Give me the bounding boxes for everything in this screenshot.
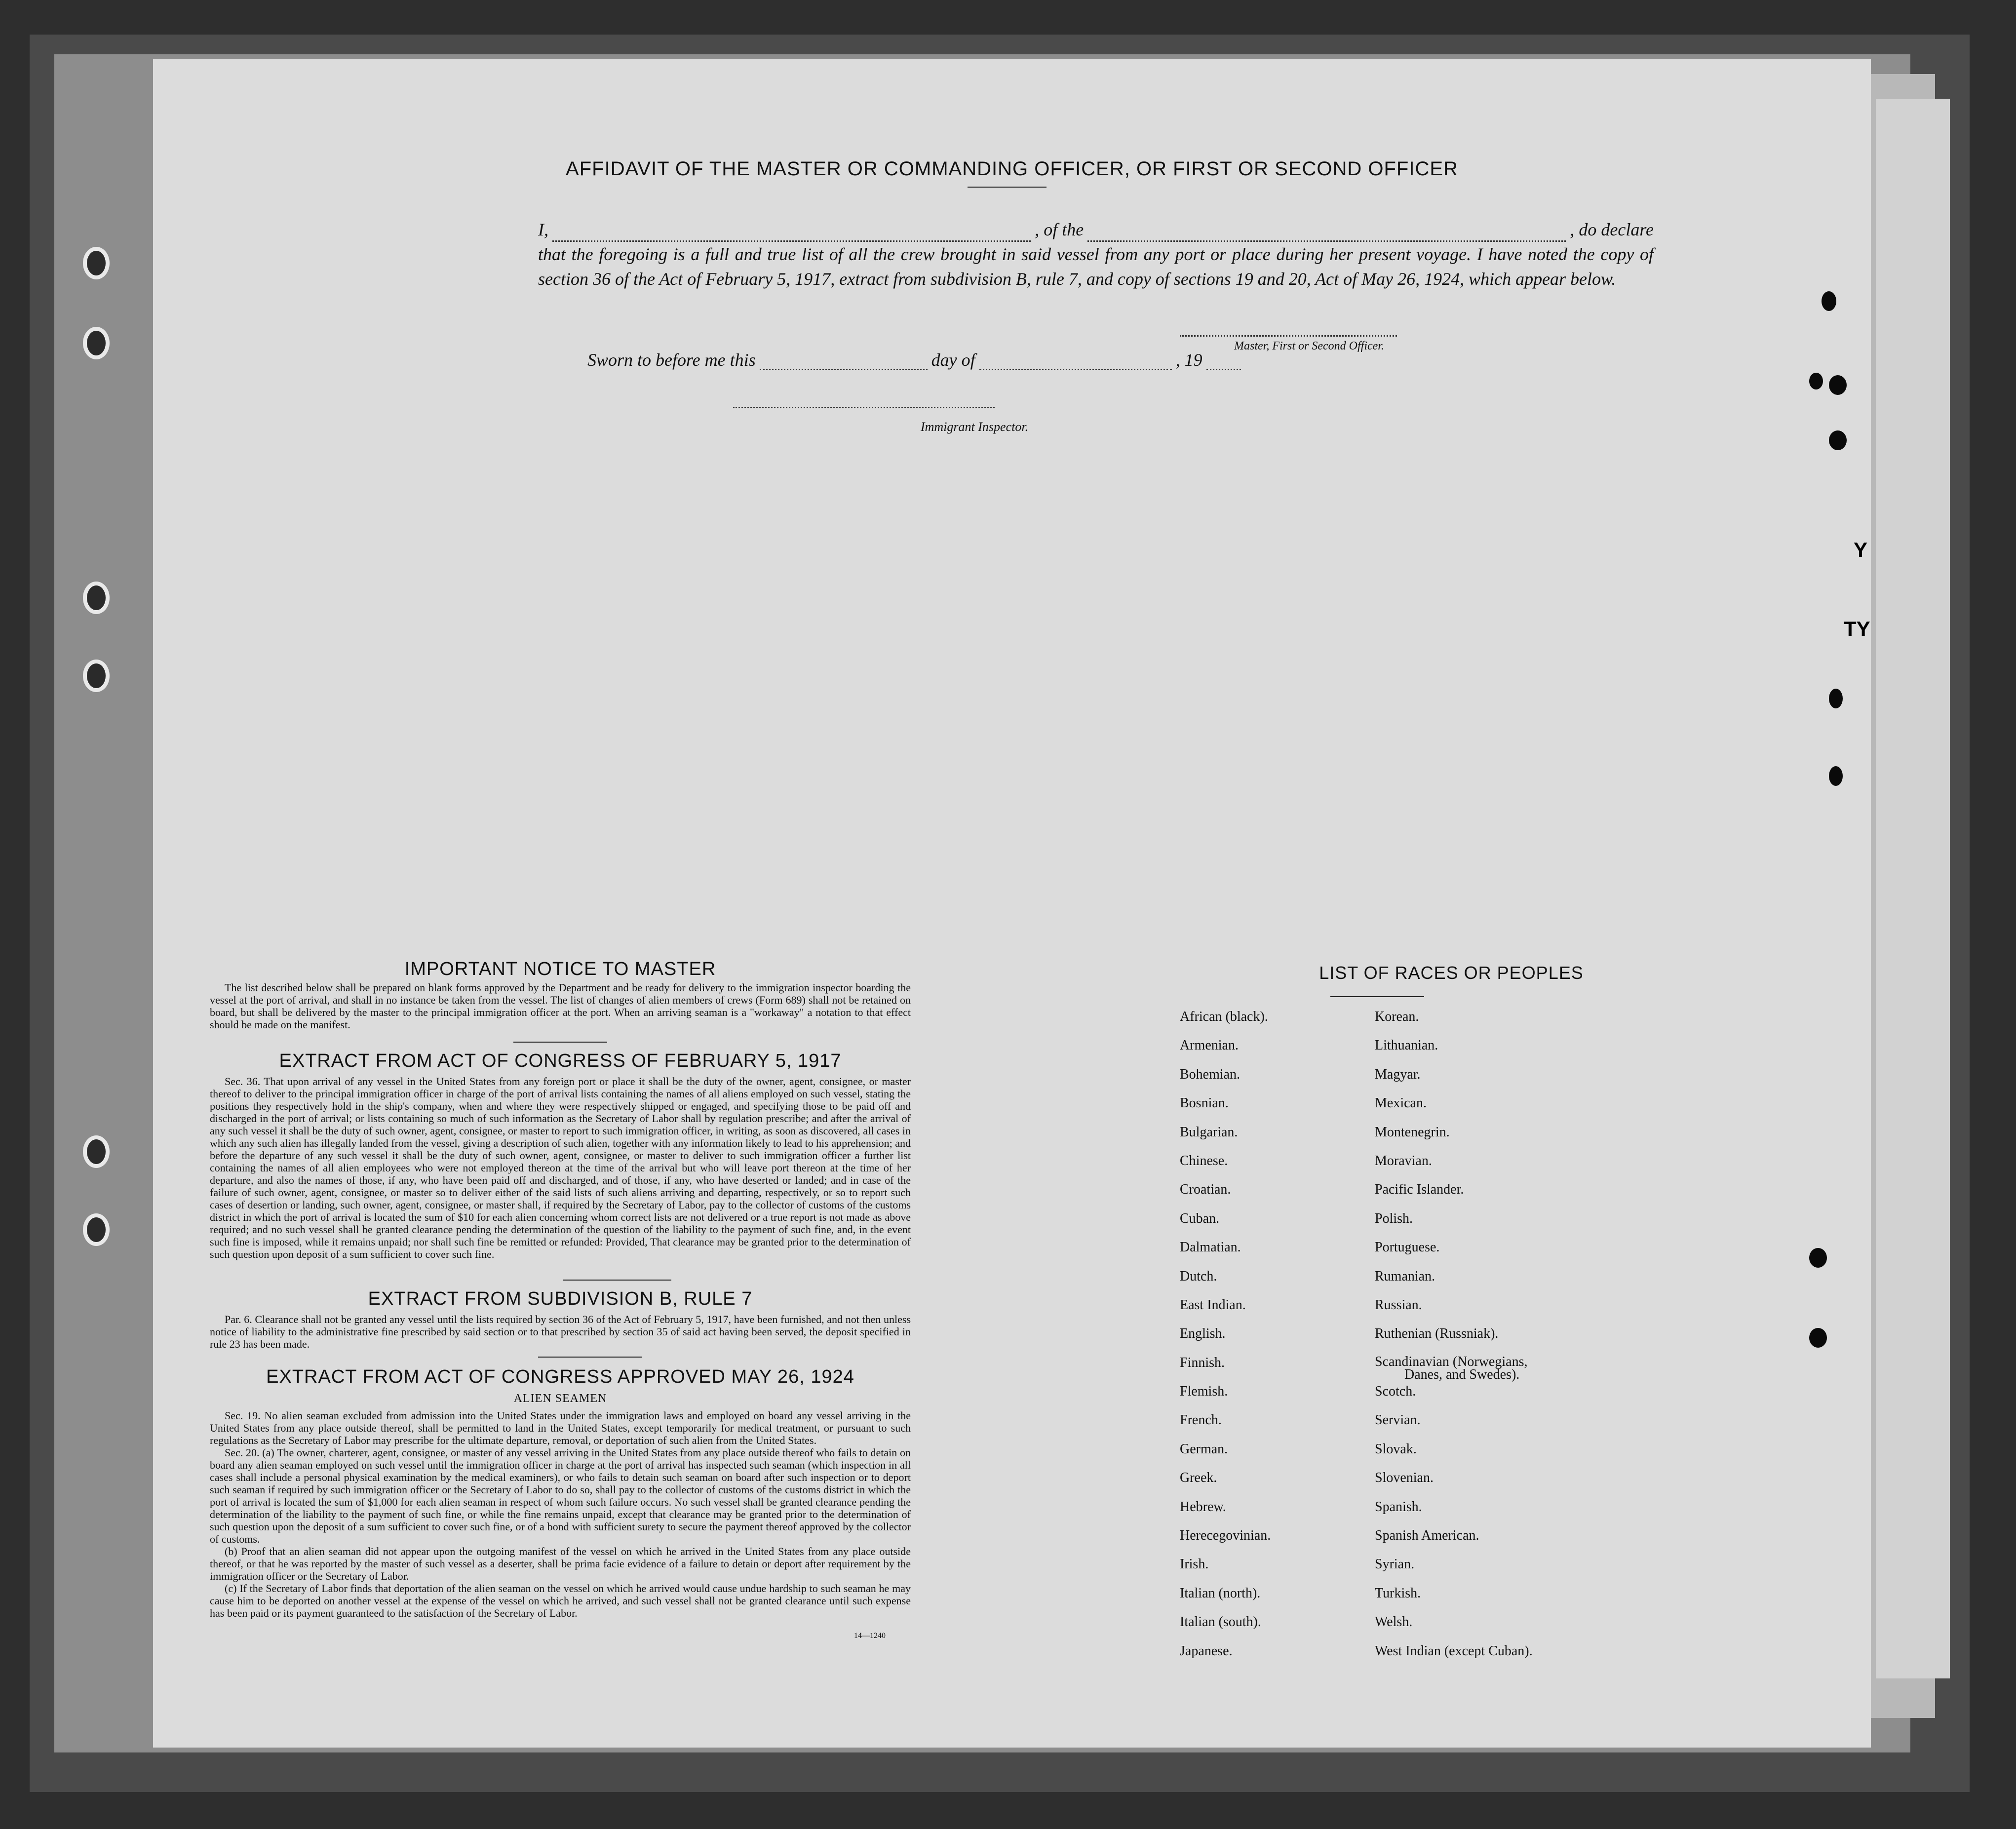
race-item-scandinavian bbox=[1375, 1356, 1533, 1384]
alien-seamen-subtitle: ALIEN SEAMEN bbox=[513, 1392, 607, 1405]
notice-text bbox=[210, 981, 911, 1031]
binding-hole-icon bbox=[83, 247, 110, 279]
race-item: Bulgarian. bbox=[1180, 1124, 1238, 1140]
race-item: Italian (north). bbox=[1180, 1585, 1261, 1601]
race-item: Syrian. bbox=[1375, 1557, 1415, 1572]
race-item: Dalmatian. bbox=[1180, 1240, 1241, 1255]
binding-hole-icon bbox=[83, 1213, 110, 1246]
binding-hole-icon bbox=[83, 327, 110, 359]
race-item: Italian (south). bbox=[1180, 1614, 1261, 1630]
sworn-day-label: day of bbox=[931, 350, 975, 370]
race-item: Bosnian. bbox=[1180, 1095, 1229, 1111]
race-item: East Indian. bbox=[1180, 1297, 1246, 1313]
punch-mark-icon bbox=[1829, 375, 1847, 395]
punch-mark-icon bbox=[1829, 430, 1847, 450]
race-item: Polish. bbox=[1375, 1210, 1413, 1226]
race-item: Mexican. bbox=[1375, 1095, 1427, 1111]
punch-mark-icon bbox=[1829, 766, 1843, 786]
form-number: 14—1240 bbox=[854, 1632, 886, 1640]
sworn-month-field[interactable] bbox=[979, 356, 1172, 370]
race-item: Welsh. bbox=[1375, 1614, 1413, 1630]
punch-mark-icon bbox=[1809, 373, 1823, 389]
declaration-first-line bbox=[538, 217, 1654, 242]
extract-1924-title: EXTRACT FROM ACT OF CONGRESS APPROVED MAY 26, 1924 bbox=[266, 1366, 854, 1387]
section-19-paragraph: Sec. 19. No alien seaman excluded from admission into the United States under the immigration laws and employed on board any vessel arriving in the United States from any place outside thereof, shall be permitted to land in the United States, except temporarily for medical treatment, or pursuant to such regulations as the Secretary of Labor may prescribe for the ultimate departure, removal, or deportation of such alien from the United States. bbox=[210, 1409, 911, 1446]
punch-mark-icon bbox=[1809, 1248, 1827, 1268]
stacked-pages-edge-2 bbox=[1876, 99, 1950, 1678]
section-20a-paragraph: Sec. 20. (a) The owner, charterer, agent, consignee, or master of any vessel arriving in the United States from any place outside thereof who fails to detain on board any alien seaman employed on such vessel until the immigration officer in charge at the port of arrival has inspected such seaman (which inspection in all cases shall include a personal physical examination by the medical examiners), or who fails to detain such seaman on board after such inspection or to deport such seaman if required by such immigration officer or the Secretary of Labor to do so, shall pay to the collector of customs of the customs district in which the port of arrival is located the sum of $1,000 for each alien seaman in respect of whom such failure occurs. No such vessel shall be granted clearance pending the determination of the liability to the payment of such fine, or while the fine remains unpaid, except that clearance may be granted prior to the determination of such question upon the deposit of a sum sufficient to cover such fine, or of a bond with sufficient surety to secure the payment thereof approved by the collector of customs. bbox=[210, 1446, 911, 1545]
race-item: African (black). bbox=[1180, 1009, 1268, 1024]
declaration-block bbox=[538, 217, 1654, 291]
races-title-divider bbox=[1330, 996, 1424, 997]
race-item: Slovenian. bbox=[1375, 1470, 1434, 1486]
vessel-prefix: , of the bbox=[1035, 220, 1084, 239]
extract-1924-text bbox=[210, 1409, 911, 1619]
rule-7-text bbox=[210, 1313, 911, 1350]
binding-hole-icon bbox=[83, 582, 110, 614]
sworn-year-field[interactable] bbox=[1206, 356, 1241, 370]
margin-mark-y: Y bbox=[1854, 538, 1868, 561]
sworn-line bbox=[587, 350, 1397, 370]
race-item: West Indian (except Cuban). bbox=[1375, 1643, 1533, 1659]
signature-line[interactable] bbox=[1180, 335, 1397, 337]
inspector-signature-line[interactable] bbox=[733, 407, 995, 408]
affidavit-title: AFFIDAVIT OF THE MASTER OR COMMANDING OFFICER, OR FIRST OR SECOND OFFICER bbox=[566, 158, 1458, 180]
title-divider bbox=[968, 187, 1047, 188]
race-item: Greek. bbox=[1180, 1470, 1217, 1486]
race-item: Servian. bbox=[1375, 1412, 1421, 1428]
punch-mark-icon bbox=[1809, 1328, 1827, 1348]
race-item: Scandinavian (Norwegians, bbox=[1375, 1354, 1528, 1369]
section-divider bbox=[513, 1042, 607, 1043]
race-item: Herecegovinian. bbox=[1180, 1528, 1271, 1544]
declaration-text: that the foregoing is a full and true list of all the crew brought in said vessel from any port or place during her present voyage. I have noted the copy of section 36 of the Act of February 5, 1917, extract from subdivision B, rule 7, and copy of sections 19 and 20, Act of May 26, 1924, which appear below. bbox=[538, 244, 1654, 289]
race-item: Montenegrin. bbox=[1375, 1124, 1450, 1140]
race-item-continuation: Danes, and Swedes). bbox=[1404, 1366, 1520, 1382]
section-20b-paragraph: (b) Proof that an alien seaman did not appear upon the outgoing manifest of the vessel on which he arrived in the United States from any place outside thereof, or that he was reported by the master of such vessel as a deserter, shall be prima facie evidence of a failure to detain or deport after requirement by the immigration officer or the Secretary of Labor. bbox=[210, 1545, 911, 1582]
race-item: Lithuanian. bbox=[1375, 1038, 1438, 1053]
race-item: Japanese. bbox=[1180, 1643, 1233, 1659]
races-title: LIST OF RACES OR PEOPLES bbox=[1319, 963, 1584, 983]
rule-7-paragraph: Par. 6. Clearance shall not be granted any vessel until the lists required by section 36 of the Act of February 5, 1917, have been furnished, and not then unless notice of liability to the administrative fine prescribed by said section or to that prescribed by section 35 of said act having been served, the deposit specified in rule 23 has been made. bbox=[210, 1313, 911, 1350]
race-item: Slovak. bbox=[1375, 1441, 1417, 1457]
notice-paragraph: The list described below shall be prepared on blank forms approved by the Department and be ready for delivery to the immigration inspector boarding the vessel at the port of arrival, and shall in no instance be taken from the vessel. The list of changes of alien members of crews (Form 689) shall not be retained on board, but shall be delivered by the master to the principal immigration officer at the port. When an arriving seaman is a "workaway" a notation to that effect should be made on the manifest. bbox=[210, 981, 911, 1031]
section-divider bbox=[563, 1280, 671, 1281]
sworn-year-label: , 19 bbox=[1175, 350, 1202, 370]
rule-7-title: EXTRACT FROM SUBDIVISION B, RULE 7 bbox=[368, 1288, 753, 1309]
race-item: Chinese. bbox=[1180, 1153, 1228, 1168]
race-item: German. bbox=[1180, 1441, 1228, 1457]
race-item: English. bbox=[1180, 1326, 1226, 1342]
sworn-prefix: Sworn to before me this bbox=[587, 350, 756, 370]
inspector-caption: Immigrant Inspector. bbox=[921, 420, 1029, 434]
binding-hole-icon bbox=[83, 1135, 110, 1168]
declarant-prefix: I, bbox=[538, 220, 548, 239]
punch-mark-icon bbox=[1829, 689, 1843, 708]
race-item: Rumanian. bbox=[1375, 1268, 1435, 1284]
sworn-day-field[interactable] bbox=[760, 356, 928, 370]
section-20c-paragraph: (c) If the Secretary of Labor finds that deportation of the alien seaman on the vessel on which he arrived would cause undue hardship to such seaman he may cause him to be deported on another vessel at the expense of the vessel on which he arrived, and such vessel shall not be granted clearance until such expense has been paid or its payment guaranteed to the satisfaction of the Secretary of Labor. bbox=[210, 1582, 911, 1619]
race-item: Spanish. bbox=[1375, 1499, 1422, 1515]
affidavit-page bbox=[153, 59, 1871, 1748]
signature-caption: Master, First or Second Officer. bbox=[1234, 340, 1384, 352]
section-36-paragraph: Sec. 36. That upon arrival of any vessel in the United States from any foreign port or place it shall be the duty of the owner, agent, consignee, or master thereof to deliver to the principal immigration officer in charge of the port of arrival lists containing the names of all aliens employed on such vessel, stating the positions they respectively hold in the ship's company, when and where they were respectively shipped or engaged, and specifying those to be paid off and discharged in the port of arrival; or lists containing so much of such information as the Secretary of Labor shall by regulation prescribe; and after the arrival of any such vessel it shall be the duty of such owner, agent, consignee, or master to report to such immigration officer, in writing, as soon as discovered, all cases in which any such alien has illegally landed from the vessel, giving a description of such alien, together with any information likely to lead to his apprehension; and before the departure of any such vessel it shall be the duty of such owner, agent, consignee, or master to deliver to such immigration officer a further list containing the names of all alien employees who were not employed thereon at the time of the arrival but who will leave port thereon at the time of her departure, and also the names of those, if any, who have been paid off and discharged, and of those, if any, who have deserted or landed; and in case of the failure of such owner, agent, consignee, or master so to deliver either of the said lists of such aliens arriving and departing, respectively, or so to report such cases of desertion or landing, such owner, agent, consignee, or master shall, if required by the Secretary of Labor, pay to the collector of customs of the customs district in which the port of arrival is located the sum of $10 for each alien concerning whom correct lists are not delivered or a true report is not made as above required; and no such vessel shall be granted clearance pending the determination of the question of the liability to the payment of such fine, and, in the event such fine is imposed, while it remains unpaid; nor shall such fine be remitted or refunded: Provided, That clearance may be granted prior to the determination of such question upon deposit of a sum sufficient to cover such fine. bbox=[210, 1075, 911, 1260]
section-divider bbox=[538, 1357, 642, 1358]
race-item: Dutch. bbox=[1180, 1268, 1217, 1284]
race-item: Pacific Islander. bbox=[1375, 1182, 1464, 1198]
notice-title: IMPORTANT NOTICE TO MASTER bbox=[404, 959, 716, 979]
race-item: Magyar. bbox=[1375, 1066, 1421, 1082]
race-item: Irish. bbox=[1180, 1557, 1209, 1572]
race-item: Hebrew. bbox=[1180, 1499, 1226, 1515]
race-item: Croatian. bbox=[1180, 1182, 1231, 1198]
race-item: Russian. bbox=[1375, 1297, 1422, 1313]
margin-mark-ty: TY bbox=[1844, 617, 1870, 640]
race-item: Portuguese. bbox=[1375, 1240, 1440, 1255]
race-item: Flemish. bbox=[1180, 1384, 1228, 1400]
race-item: Ruthenian (Russniak). bbox=[1375, 1326, 1499, 1342]
race-item: Cuban. bbox=[1180, 1210, 1220, 1226]
binding-hole-icon bbox=[83, 660, 110, 692]
race-item: Finnish. bbox=[1180, 1355, 1225, 1370]
extract-1917-text bbox=[210, 1075, 911, 1260]
race-item: Spanish American. bbox=[1375, 1528, 1479, 1544]
race-item: Bohemian. bbox=[1180, 1066, 1241, 1082]
race-item: Armenian. bbox=[1180, 1038, 1239, 1053]
races-right-column bbox=[1375, 1010, 1533, 1673]
race-item: Scotch. bbox=[1375, 1384, 1416, 1400]
race-item: French. bbox=[1180, 1412, 1222, 1428]
races-left-column bbox=[1180, 1010, 1271, 1673]
declare-suffix: , do declare bbox=[1570, 220, 1654, 239]
punch-mark-icon bbox=[1822, 291, 1836, 311]
declarant-name-field[interactable] bbox=[552, 228, 1031, 242]
vessel-name-field[interactable] bbox=[1087, 228, 1566, 242]
race-item: Moravian. bbox=[1375, 1153, 1432, 1168]
race-item: Turkish. bbox=[1375, 1585, 1421, 1601]
extract-1917-title: EXTRACT FROM ACT OF CONGRESS OF FEBRUARY 5, 1917 bbox=[279, 1051, 842, 1071]
race-item: Korean. bbox=[1375, 1009, 1419, 1024]
